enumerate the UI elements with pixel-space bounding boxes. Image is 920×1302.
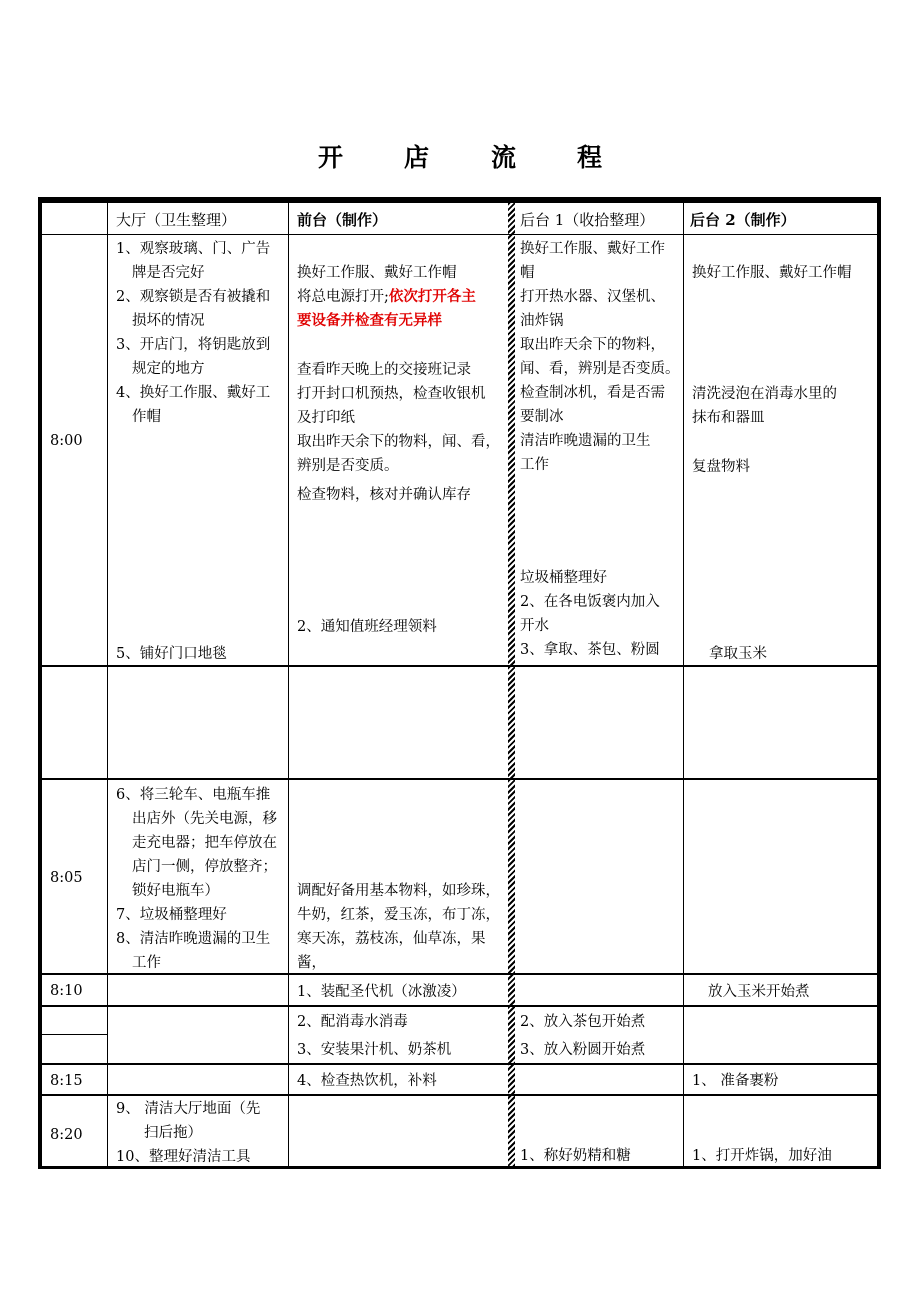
text-line: 辨别是否变质。 (297, 458, 399, 474)
title-char: 流 (491, 143, 517, 172)
front-800-a: 换好工作服、戴好工作帽 (297, 265, 457, 281)
text-line: 损坏的情况 (132, 313, 205, 329)
header-back2: 后台 2（制作） (690, 211, 796, 229)
text-line: 抹布和器皿 (692, 410, 765, 426)
hall-800-text (116, 237, 270, 429)
text-line: 酱， (297, 955, 326, 971)
row-divider (42, 778, 877, 780)
text-line: 牛奶，红茶，爱玉冻，布丁冻， (297, 907, 500, 923)
text-line: 查看昨天晚上的交接班记录 (297, 362, 471, 378)
table-border-top (38, 197, 881, 203)
back2-800-b (692, 382, 837, 430)
back1-800-b (520, 566, 660, 662)
text-highlight: 依次打开各主 (388, 288, 476, 305)
text-line: 7、垃圾桶整理好 (116, 907, 227, 923)
back2-800-a: 换好工作服、戴好工作帽 (692, 265, 852, 281)
text-line: 2、观察锁是否有被撬和 (116, 289, 271, 305)
hatched-divider (508, 203, 515, 1166)
text-line: 清洁昨晚遗漏的卫生 (520, 433, 651, 449)
hall-805-text (116, 783, 277, 975)
back2-800-c: 复盘物料 (692, 459, 750, 475)
text-line: 3、拿取、茶包、粉圆 (520, 642, 660, 658)
text-line: 走充电器；把车停放在 (132, 835, 277, 851)
text-plain: 将总电源打开; (297, 289, 389, 305)
text-line: 工作 (132, 955, 161, 971)
text-line: 及打印纸 (297, 410, 355, 426)
text-line: 寒天冻，荔枝冻，仙草冻，果 (297, 931, 486, 947)
text-line: 帽 (520, 265, 535, 281)
time-label: 8:05 (50, 870, 83, 886)
front-810-text: 1、装配圣代机（冰激凌） (297, 984, 466, 1000)
column-divider (683, 203, 684, 1166)
title-char: 开 (318, 143, 344, 172)
front-800-b (297, 285, 476, 309)
front-805-text (297, 879, 500, 975)
hall-820-text (116, 1097, 260, 1169)
text-line: 工作 (520, 457, 549, 473)
text-line: 要制冰 (520, 409, 564, 425)
time-label: 8:10 (50, 983, 83, 999)
time-label: 8:15 (50, 1073, 83, 1089)
text-line: 打开封口机预热，检查收银机 (297, 386, 486, 402)
header-front: 前台（制作） (297, 211, 388, 229)
text-line: 9、 清洁大厅地面（先 (116, 1101, 261, 1117)
front-800-c: 要设备并检查有无异样 (297, 312, 442, 329)
text-line: 2、在各电饭褒内加入 (520, 594, 660, 610)
title-char: 程 (577, 143, 603, 172)
front-800-d (297, 358, 500, 478)
back1-810b-text (520, 1010, 645, 1062)
text-line: 6、将三轮车、电瓶车推 (116, 787, 271, 803)
back2-810-text: 放入玉米开始煮 (708, 984, 810, 1000)
front-810b-text (297, 1010, 451, 1062)
text-line: 3、安装果汁机、奶茶机 (297, 1042, 452, 1058)
text-line: 取出昨天余下的物料， (520, 337, 665, 353)
table-border-left (38, 197, 42, 1169)
text-line: 8、清洁昨晚遗漏的卫生 (116, 931, 271, 947)
text-line: 扫后拖） (144, 1125, 202, 1141)
back2-800-d: 拿取玉米 (709, 646, 767, 662)
row-divider (42, 1063, 877, 1065)
text-line: 垃圾桶整理好 (520, 570, 607, 586)
text-line: 店门一侧，停放整齐； (132, 859, 277, 875)
front-800-e: 检查物料，核对并确认库存 (297, 487, 471, 503)
text-line: 作帽 (132, 409, 161, 425)
text-line: 取出昨天余下的物料，闻、看， (297, 434, 500, 450)
text-line: 3、放入粉圆开始煮 (520, 1042, 646, 1058)
text-line: 调配好备用基本物料，如珍珠， (297, 883, 500, 899)
row-divider (42, 1005, 877, 1007)
text-line: 3、开店门，将钥匙放到 (116, 337, 271, 353)
row-divider (42, 1094, 877, 1096)
table-border-right (877, 197, 881, 1169)
row-divider (42, 234, 877, 235)
front-800-f: 2、通知值班经理领料 (297, 619, 437, 635)
text-line: 油炸锅 (520, 313, 564, 329)
text-line: 10、整理好清洁工具 (116, 1149, 251, 1165)
column-divider (107, 203, 108, 1166)
text-line: 打开热水器、汉堡机、 (520, 289, 665, 305)
column-divider (288, 203, 289, 1166)
text-line: 牌是否完好 (132, 265, 205, 281)
page-title (0, 138, 920, 178)
back1-800-a (520, 237, 680, 477)
hall-800-last: 5、铺好门口地毯 (116, 646, 227, 662)
text-line: 1、观察玻璃、门、广告 (116, 241, 271, 257)
back1-820-text: 1、称好奶精和糖 (520, 1148, 631, 1164)
text-line: 2、放入茶包开始煮 (520, 1014, 646, 1030)
text-line: 2、配消毒水消毒 (297, 1014, 408, 1030)
text-line: 检查制冰机，看是否需 (520, 385, 665, 401)
header-hall: 大厅（卫生整理） (116, 211, 237, 229)
header-back1: 后台 1（收拾整理） (520, 211, 655, 229)
text-line: 出店外（先关电源，移 (132, 811, 277, 827)
row-divider (42, 1034, 107, 1035)
back2-815-text: 1、 准备裹粉 (692, 1073, 779, 1089)
text-line: 清洗浸泡在消毒水里的 (692, 386, 837, 402)
front-815-text: 4、检查热饮机，补料 (297, 1073, 437, 1089)
text-line: 开水 (520, 618, 549, 634)
back2-820-text: 1、打开炸锅，加好油 (692, 1148, 832, 1164)
time-label: 8:20 (50, 1127, 83, 1143)
text-line: 规定的地方 (132, 361, 205, 377)
text-line: 换好工作服、戴好工作 (520, 241, 665, 257)
text-line: 闻、看，辨别是否变质。 (520, 361, 680, 377)
text-line: 锁好电瓶车） (132, 883, 219, 899)
text-line: 4、换好工作服、戴好工 (116, 385, 271, 401)
time-label: 8:00 (50, 433, 83, 449)
title-char: 店 (404, 143, 430, 172)
